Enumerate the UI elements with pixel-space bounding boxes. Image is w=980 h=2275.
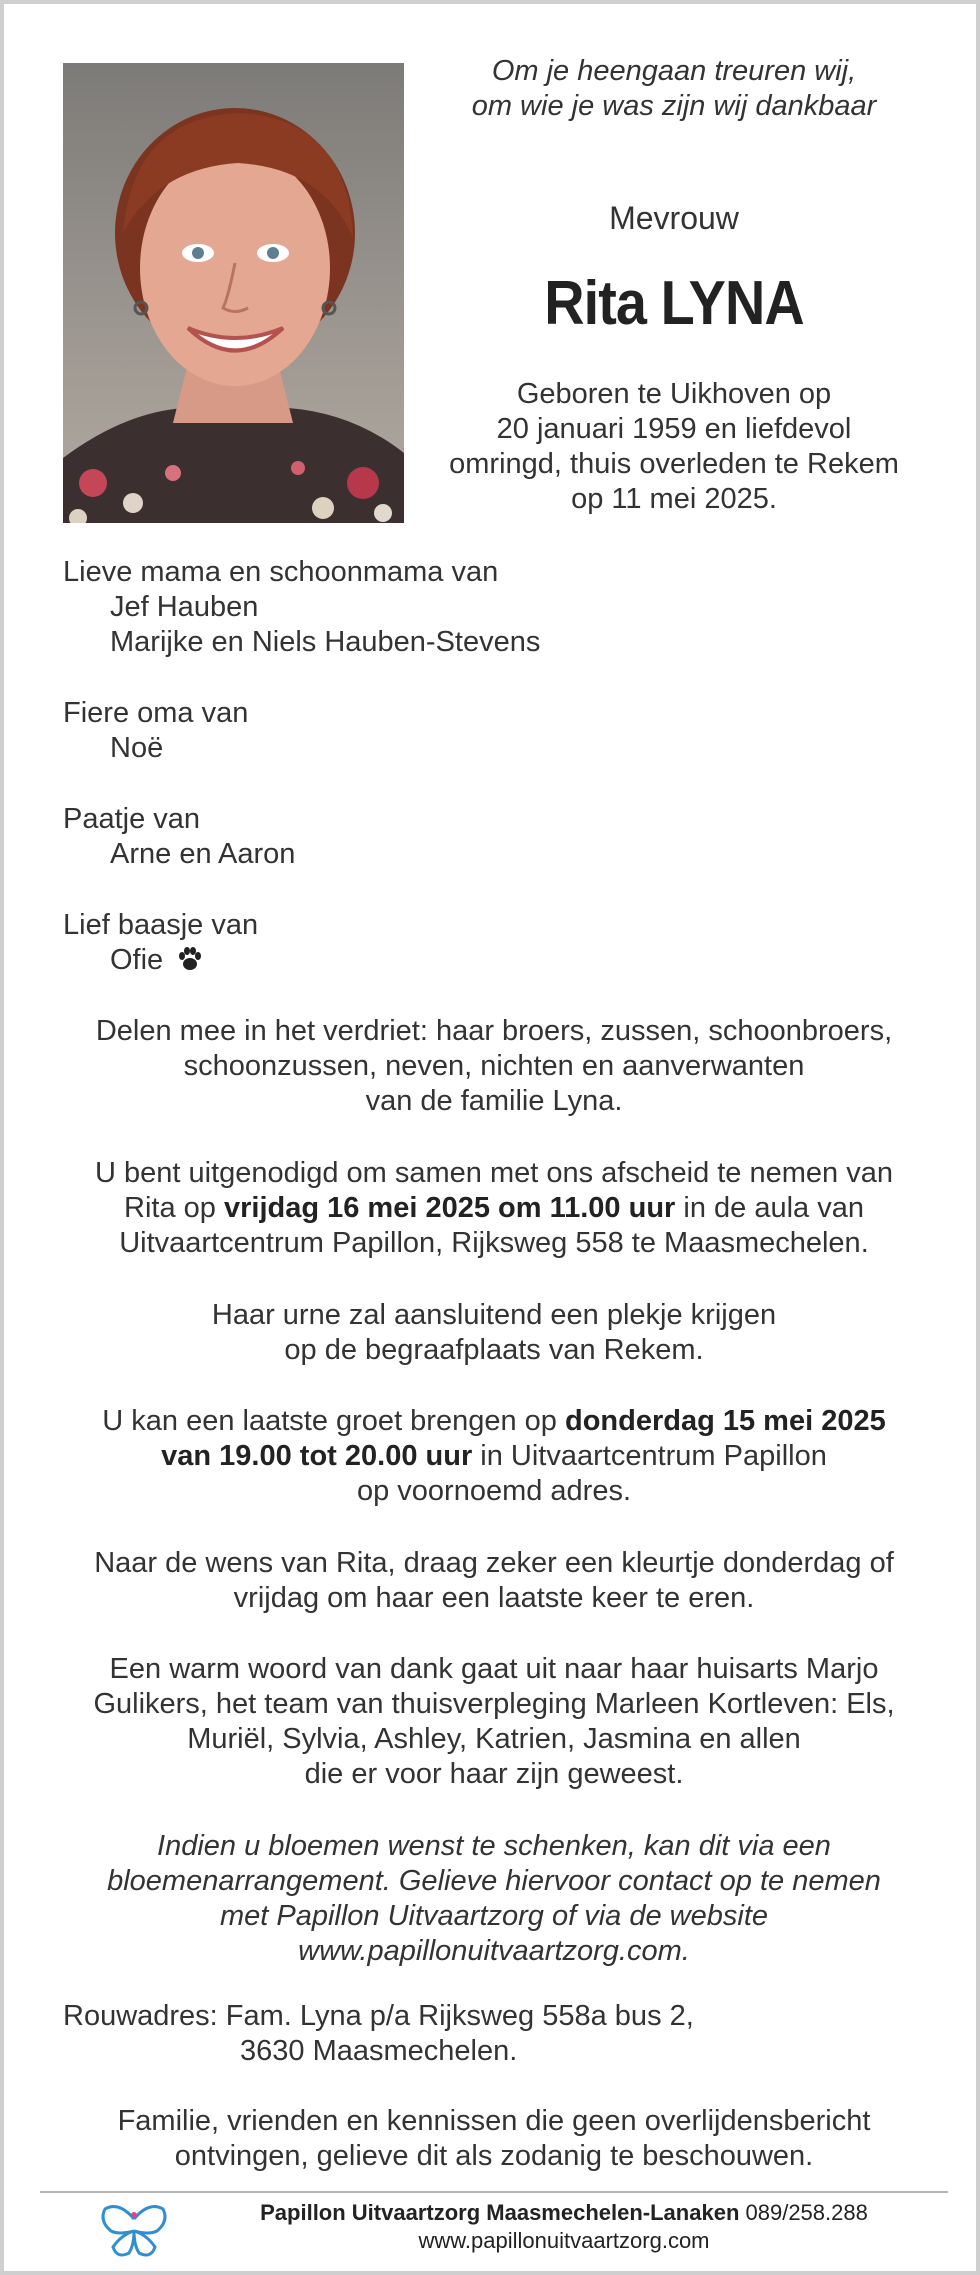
family-member-pet — [63, 943, 943, 978]
family-section-children — [63, 555, 943, 660]
company-phone: 089/258.288 — [739, 2200, 868, 2225]
text-line: vrijdag om haar een laatste keer te eren. — [233, 1582, 755, 1614]
family-member: Marijke en Niels Hauben-Stevens — [110, 626, 541, 658]
birth-line: op 11 mei 2025. — [571, 483, 777, 515]
text-line: op voornoemd adres. — [356, 1475, 632, 1507]
portrait-illustration — [63, 63, 404, 523]
visitation-time: van 19.00 tot 20.00 uur — [161, 1440, 473, 1472]
text-segment: U kan een laatste groet brengen op — [102, 1405, 565, 1437]
notice-paragraph — [44, 2104, 944, 2174]
text-line: U bent uitgenodigd om samen met ons afscheid te nemen van — [95, 1157, 893, 1189]
text-line: Delen mee in het verdriet: haar broers, zussen, schoonbroers, — [95, 1015, 893, 1047]
pet-name: Ofie — [110, 944, 164, 976]
portrait-photo — [63, 63, 404, 523]
text-line: Gulikers, het team van thuisverpleging Marleen Kortleven: Els, — [93, 1688, 895, 1720]
family-heading: Paatje van — [63, 803, 201, 835]
wish-paragraph — [44, 1546, 944, 1616]
website-text: www.papillonuitvaartzorg.com. — [298, 1935, 690, 1967]
thanks-paragraph — [44, 1652, 944, 1792]
butterfly-icon — [99, 2201, 169, 2261]
text-segment: Rita op — [124, 1192, 224, 1224]
text-line: Familie, vrienden en kennissen die geen overlijdensbericht — [117, 2105, 871, 2137]
family-heading: Fiere oma van — [63, 697, 249, 729]
text-segment: in Uitvaartcentrum Papillon — [472, 1440, 827, 1472]
birth-line: Geboren te Uikhoven op — [516, 378, 832, 410]
text-line — [44, 1404, 944, 1439]
memorial-verse — [424, 54, 924, 124]
birth-line: omringd, thuis overleden te Rekem — [449, 448, 899, 480]
company-name: Papillon Uitvaartzorg Maasmechelen-Lanaken — [260, 2200, 740, 2225]
text-line: ontvingen, gelieve dit als zodanig te beschouwen. — [174, 2140, 814, 2172]
flowers-paragraph — [44, 1829, 944, 1969]
address-line: 3630 Maasmechelen. — [240, 2035, 518, 2067]
text-line: van de familie Lyna. — [365, 1085, 623, 1117]
footer-line — [184, 2199, 944, 2227]
address-line: Rouwadres: Fam. Lyna p/a Rijksweg 558a bus 2, — [63, 2000, 694, 2032]
visitation-paragraph — [44, 1404, 944, 1509]
birth-death-info — [424, 377, 924, 517]
family-member: Arne en Aaron — [110, 838, 296, 870]
company-website[interactable]: www.papillonuitvaartzorg.com — [418, 2228, 710, 2253]
birth-line: 20 januari 1959 en liefdevol — [496, 413, 852, 445]
mourning-address — [63, 1999, 943, 2069]
text-line: Naar de wens van Rita, draag zeker een kleurtje donderdag of — [94, 1547, 894, 1579]
urn-paragraph — [44, 1298, 944, 1368]
text-line: Haar urne zal aansluitend een plekje krijgen — [211, 1299, 777, 1331]
text-line: Muriël, Sylvia, Ashley, Katrien, Jasmina en allen — [187, 1723, 801, 1755]
ceremony-datetime: vrijdag 16 mei 2025 om 11.00 uur — [223, 1192, 676, 1224]
text-line: Indien u bloemen wenst te schenken, kan dit via een — [157, 1830, 831, 1862]
family-section-paatje — [63, 802, 943, 872]
visitation-date: donderdag 15 mei 2025 — [564, 1405, 886, 1437]
family-member: Jef Hauben — [110, 591, 259, 623]
family-heading: Lieve mama en schoonmama van — [63, 556, 499, 588]
footer-divider — [40, 2191, 948, 2193]
text-line — [44, 1191, 944, 1226]
family-section-grandchildren — [63, 696, 943, 766]
footer-info — [184, 2199, 944, 2255]
family-member: Noë — [110, 732, 164, 764]
salutation: Mevrouw — [609, 200, 739, 236]
text-line: schoonzussen, neven, nichten en aanverwanten — [183, 1050, 805, 1082]
family-heading: Lief baasje van — [63, 909, 259, 941]
grief-paragraph — [44, 1014, 944, 1119]
text-line: op de begraafplaats van Rekem. — [284, 1334, 704, 1366]
text-line: Uitvaartcentrum Papillon, Rijksweg 558 te Maasmechelen. — [119, 1227, 869, 1259]
text-line — [44, 1439, 944, 1474]
paw-icon — [177, 946, 203, 972]
text-line: met Papillon Uitvaartzorg of via de website — [219, 1900, 769, 1932]
verse-line: om wie je was zijn wij dankbaar — [471, 90, 877, 122]
text-line: Een warm woord van dank gaat uit naar haar huisarts Marjo — [109, 1653, 879, 1685]
family-section-pet — [63, 908, 943, 978]
verse-line: Om je heengaan treuren wij, — [491, 55, 857, 87]
text-segment: in de aula van — [675, 1192, 864, 1224]
text-line: bloemenarrangement. Gelieve hiervoor contact op te nemen — [107, 1865, 881, 1897]
ceremony-paragraph — [44, 1156, 944, 1261]
text-line: die er voor haar zijn geweest. — [304, 1758, 684, 1790]
deceased-name: Rita LYNA — [544, 269, 804, 338]
